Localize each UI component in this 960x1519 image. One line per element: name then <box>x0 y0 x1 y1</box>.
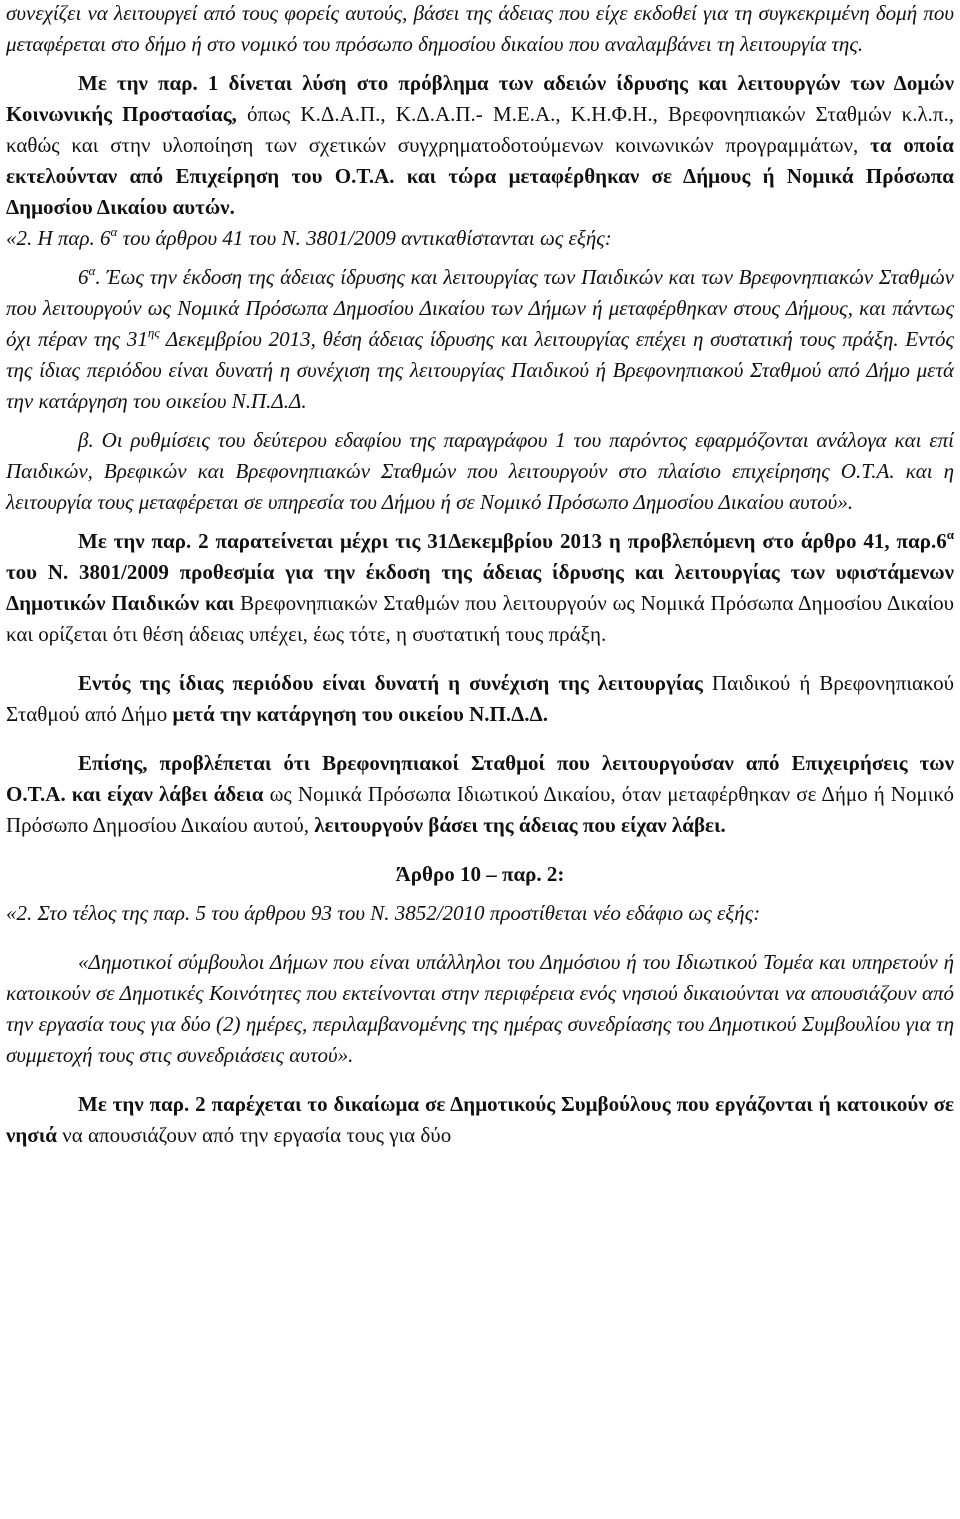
article-10-intro: «2. Στο τέλος της παρ. 5 του άρθρου 93 του Ν. 3852/2010 προστίθεται νέο εδάφιο ως εξής: <box>6 901 761 925</box>
plain-text: να απουσιάζουν από την εργασία τους για δύο <box>56 1123 452 1147</box>
article-heading: Άρθρο 10 – παρ. 2: <box>395 862 565 886</box>
superscript: α <box>88 263 96 278</box>
paragraph-continuation: συνεχίζει να λειτουργεί από τους φορείς αυτούς, βάσει της άδειας που είχε εκδοθεί για τη συγκεκριμένη δομή που μεταφέρεται στο δήμο ή στο νομικό του πρόσωπο δημοσίου δικαίου που αναλαμβάνει τη λειτουργία της. <box>6 1 954 56</box>
plain-text: Βρεφονηπιακών Σταθμών που λειτουργούν ως Νομικά Πρόσωπα Δημοσίου Δικαίου και ορίζεται ότι θέση άδειας υπέχει, έως τότε, η συστατική τους πράξη. <box>6 591 954 646</box>
amendment-intro <box>6 223 954 254</box>
superscript: α <box>946 527 954 542</box>
text-span: Δεκεμβρίου 2013, θέση άδειας ίδρυσης και λειτουργίας επέχει η συστατική τους πράξη. Εντός της ίδιας περιόδου είναι δυνατή η συνέχιση της λειτουργίας Παιδικού ή Βρεφονηπιακού Σταθμού από Δήμο μετά την κατάργηση του οικείου Ν.Π.Δ.Δ. <box>6 327 954 413</box>
text-span: του άρθρου 41 του Ν. 3801/2009 αντικαθίστανται ως εξής: <box>117 226 612 250</box>
paragraph-also-provided <box>6 748 954 841</box>
bold-text: του Ν. 3801/2009 προθεσμία για την έκδοση της άδειας ίδρυσης και λειτουργίας των υφιστάμενων Δημοτικών Παιδικών και <box>6 560 954 615</box>
plain-text: όπως Κ.Δ.Α.Π., Κ.Δ.Α.Π.- Μ.Ε.Α., Κ.Η.Φ.Η., Βρεφονηπιακών Σταθμών κ.λ.π., καθώς και στην υλοποίηση των σχετικών συγχρηματοδοτούμενων κοινωνικών προγραμμάτων, <box>6 102 954 157</box>
bold-text: μετά την κατάργηση του οικείου Ν.Π.Δ.Δ. <box>172 702 548 726</box>
bold-lead: Με την παρ. <box>78 71 198 95</box>
superscript: α <box>110 224 118 239</box>
paragraph-par2-councillors <box>6 1089 954 1151</box>
bold-text: Με την παρ. 2 παρέχεται το δικαίωμα σε Δημοτικούς Συμβούλους που εργάζονται ή κατοικούν σε νησιά <box>6 1092 954 1147</box>
bold-text: λειτουργούν βάσει της άδειας που είχαν λάβει. <box>314 813 726 837</box>
text-span: . Έως την έκδοση της άδειας ίδρυσης και λειτουργίας των Παιδικών και των Βρεφονηπιακών Σταθμών που λειτουργούν ως Νομικά Πρόσωπα Δημοσίου Δικαίου των Δήμων ή μεταφέρθηκαν στους Δήμους, και πάντως όχι πέραν της 31 <box>6 265 954 351</box>
bold-text: Με την παρ. 2 παρατείνεται μέχρι τις 31Δεκεμβρίου 2013 η προβλεπόμενη στο άρθρο 41, παρ.6 <box>78 529 947 553</box>
bold-text: τα οποία εκτελούνταν από Επιχείρηση του Ο.Τ.Α. και τώρα μεταφέρθηκαν σε Δήμους ή Νομικά Πρόσωπα Δημοσίου Δικαίου αυτών. <box>6 133 954 219</box>
bold-text: 1 δίνεται λύση στο πρόβλημα των αδειών ίδρυσης και λειτουργών των Δομών Κοινωνικής Προστασίας, <box>6 71 954 126</box>
plain-text: Παιδικού ή Βρεφονηπιακού Σταθμού από Δήμο <box>6 671 954 726</box>
text-span: «2. Η παρ. 6 <box>6 226 111 250</box>
text-span: 6 <box>78 265 89 289</box>
paragraph-same-period <box>6 668 954 730</box>
amendment-6a <box>6 262 954 417</box>
bold-text: Εντός της ίδιας περιόδου είναι δυνατή η συνέχιση της λειτουργίας <box>78 671 703 695</box>
amendment-b: β. Οι ρυθμίσεις του δεύτερου εδαφίου της παραγράφου 1 του παρόντος εφαρμόζονται ανάλογα και επί Παιδικών, Βρεφικών και Βρεφονηπιακών Σταθμών που λειτουργούν στο πλαίσιο επιχείρησης Ο.Τ.Α. και η λειτουργία τους μεταφέρεται σε υπηρεσία του Δήμου ή σε Νομικό Πρόσωπο Δημοσίου Δικαίου αυτού». <box>6 428 954 514</box>
plain-text: ως Νομικά Πρόσωπα Ιδιωτικού Δικαίου, όταν μεταφέρθηκαν σε Δήμο ή Νομικό Πρόσωπο Δημοσίου Δικαίου αυτού, <box>6 782 954 837</box>
article-10-quote: «Δημοτικοί σύμβουλοι Δήμων που είναι υπάλληλοι του Δημόσιου ή του Ιδιωτικού Τομέα και υπηρετούν ή κατοικούν σε Δημοτικές Κοινότητες που εκτείνονται στην περιφέρεια ενός νησιού δικαιούνται να απουσιάζουν από την εργασία τους για δύο (2) ημέρες, περιλαμβανομένης της ημέρας συνεδρίασης του Δημοτικού Συμβουλίου για τη συμμετοχή τους στις συνεδριάσεις αυτού». <box>6 950 954 1067</box>
bold-text: Επίσης, προβλέπεται ότι Βρεφονηπιακοί Σταθμοί που λειτουργούσαν από Επιχειρήσεις των Ο.Τ.Α. και είχαν λάβει άδεια <box>6 751 954 806</box>
paragraph-par1-explanation <box>6 68 954 223</box>
paragraph-par2-explanation <box>6 526 954 650</box>
superscript: ης <box>147 325 160 340</box>
